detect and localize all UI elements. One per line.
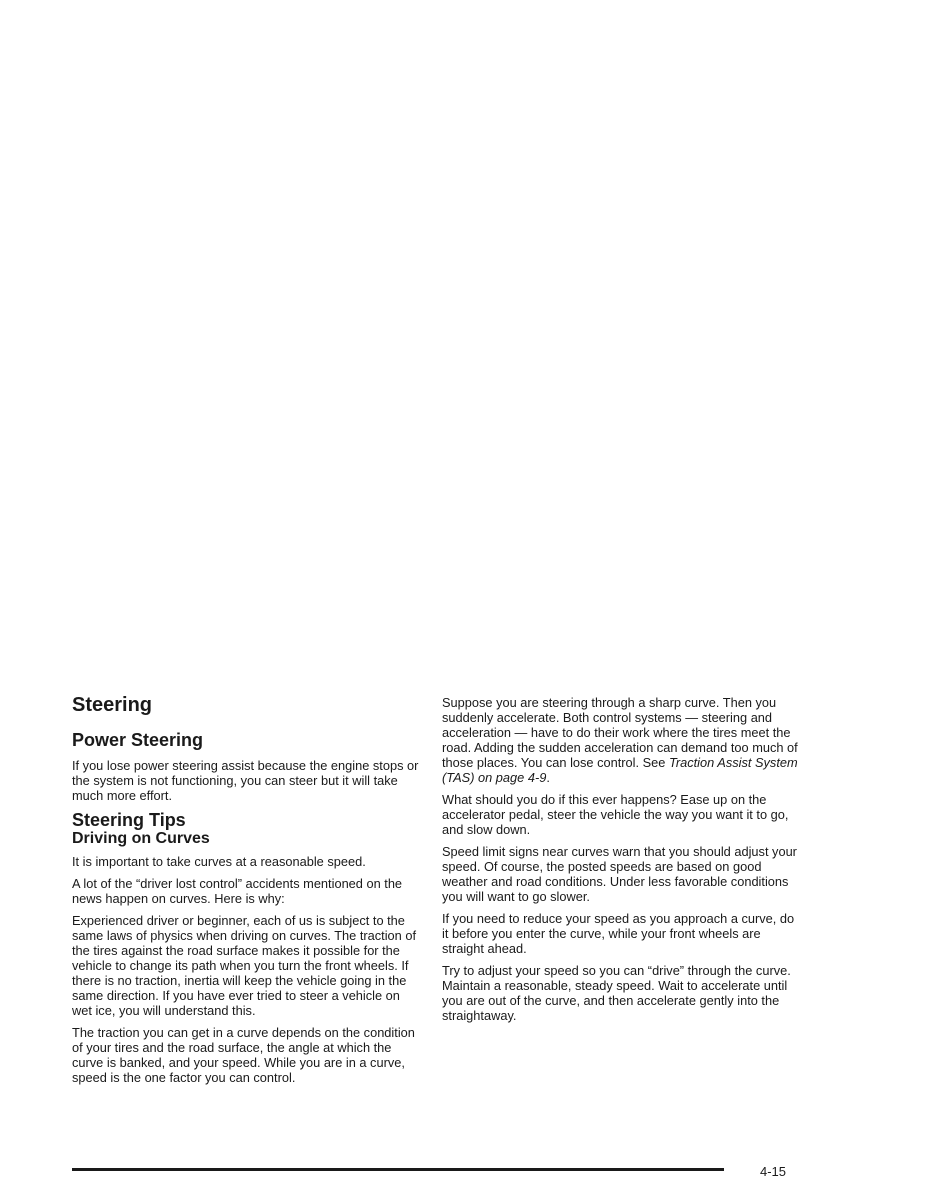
right-paragraph-4: If you need to reduce your speed as you approach a curve, do it before you enter the curve, while your front wheels are straight ahead. bbox=[442, 911, 795, 956]
curves-paragraph-4: The traction you can get in a curve depends on the condition of your tires and the road surface, the angle at which the curve is banked, and your speed. While you are in a curve, speed is the one factor you can control. bbox=[72, 1025, 415, 1085]
section-title: Steering bbox=[72, 694, 153, 716]
sharp-curve-end: . bbox=[546, 770, 550, 785]
right-paragraph-5: Try to adjust your speed so you can “drive” through the curve. Maintain a reasonable, steady speed. Wait to accelerate until you are out of the curve, and then accelerate gently into the straightaway. bbox=[442, 963, 791, 1023]
curves-paragraph-2: A lot of the “driver lost control” accidents mentioned on the news happen on curves. Here is why: bbox=[72, 876, 403, 906]
power-steering-paragraph: If you lose power steering assist because the engine stops or the system is not functioning, you can steer but it will take much more effort. bbox=[72, 758, 419, 803]
right-paragraph-3: Speed limit signs near curves warn that you should adjust your speed. Of course, the posted speeds are based on good weather and road conditions. Under less favorable conditions you will want to go slower. bbox=[442, 844, 797, 904]
sharp-curve-text: Suppose you are steering through a sharp curve. Then you suddenly accelerate. Both control systems — steering and acceleration — have to do their work where the tires meet the road. Adding the sudden acceleration can demand too much of those places. You can lose control. See bbox=[442, 695, 798, 770]
footer-rule bbox=[72, 1168, 724, 1171]
traction-assist-xref-link[interactable]: Traction Assist System (TAS) on page 4-9 bbox=[442, 755, 798, 785]
driving-on-curves-heading: Driving on Curves bbox=[72, 830, 210, 847]
right-paragraph-2: What should you do if this ever happens? Ease up on the accelerator pedal, steer the vehicle the way you want it to go, and slow down. bbox=[442, 792, 789, 837]
curves-paragraph-1: It is important to take curves at a reasonable speed. bbox=[72, 854, 366, 869]
power-steering-heading: Power Steering bbox=[72, 730, 204, 750]
sharp-curve-paragraph bbox=[442, 695, 802, 785]
steering-tips-heading: Steering Tips bbox=[72, 810, 186, 830]
right-column bbox=[442, 695, 802, 1030]
page-number: 4-15 bbox=[760, 1164, 787, 1179]
curves-paragraph-3: Experienced driver or beginner, each of us is subject to the same laws of physics when driving on curves. The traction of the tires against the road surface makes it possible for the vehicle to change its path when you turn the front wheels. If there is no traction, inertia will keep the vehicle going in the same direction. If you have ever tried to steer a vehicle on wet ice, you will understand this. bbox=[72, 913, 417, 1018]
left-column bbox=[72, 694, 422, 1092]
